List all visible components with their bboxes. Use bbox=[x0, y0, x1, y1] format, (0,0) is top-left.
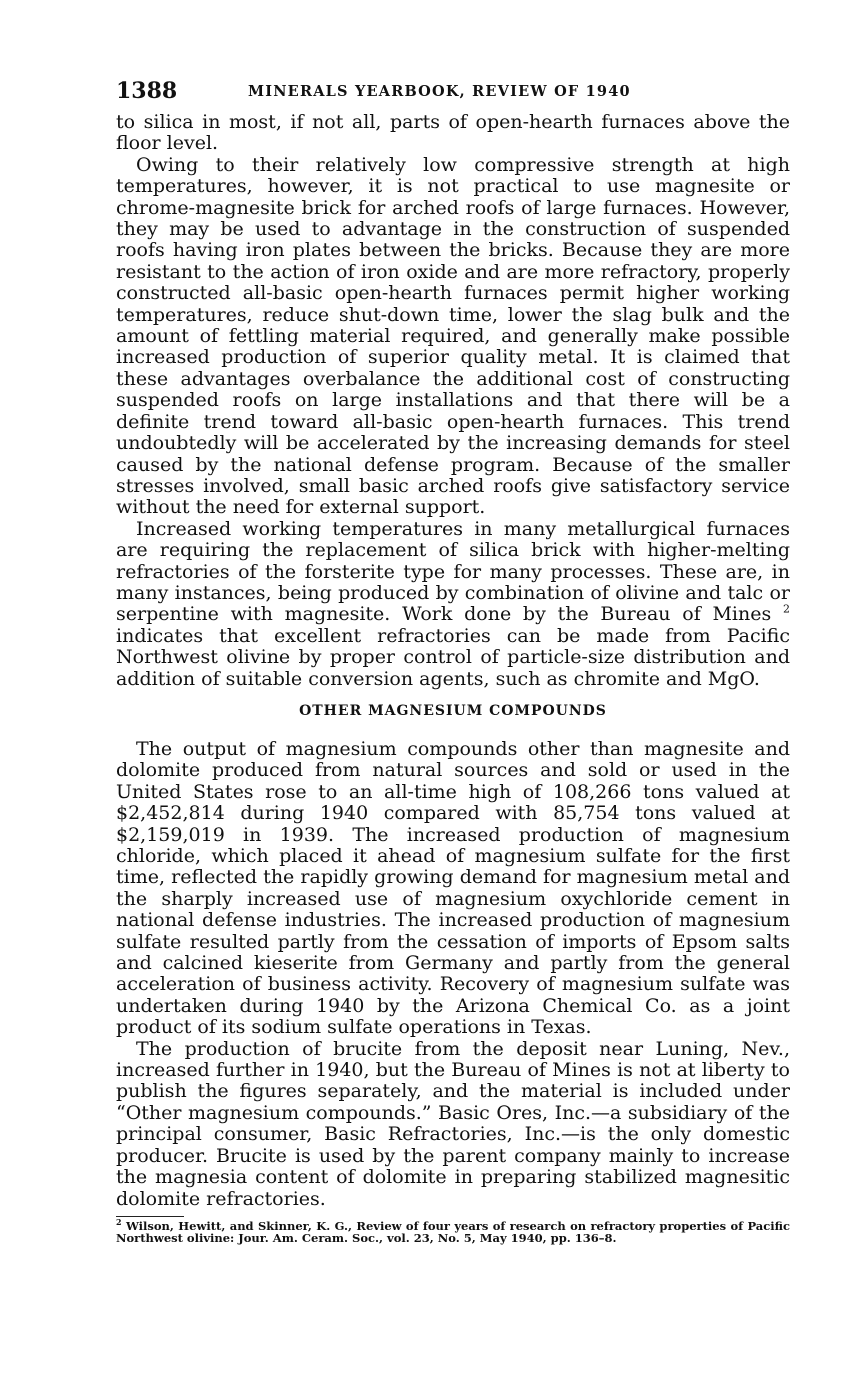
running-title: MINERALS YEARBOOK, REVIEW OF 1940 bbox=[248, 83, 631, 100]
footnote bbox=[116, 1217, 790, 1246]
paragraph-brucite: The production of brucite from the deposit near Luning, Nev., increased further in 1940, but the Bureau of Mines is not at liberty to publish the figures separately, and the material is included under “Other magnesium compounds.” Basic Ores, Inc.—a subsidiary of the principal consumer, Basic Refractories, Inc.—is the only domestic producer. Brucite is used by the parent company mainly to increase the magnesia content of dolomite in preparing stabilized magnesitic dolomite refractories. bbox=[116, 1037, 790, 1210]
paragraph-forsterite bbox=[116, 519, 790, 690]
document-page bbox=[116, 78, 790, 1245]
footnote-reference: 2 bbox=[783, 603, 790, 617]
footnote-divider bbox=[116, 1216, 184, 1217]
paragraph-output: The output of magnesium compounds other than magnesite and dolomite produced from natural sources and sold or used in the United States rose to an all-time high of 108,266 tons valued at $2,452,814 during 1940 compared with 85,754 tons valued at $2,159,019 in 1939. The increased production of magnesium chloride, which placed it ahead of magnesium sulfate for the first time, reflected the rapidly growing demand for magnesium metal and the sharply increased use of magnesium oxychloride cement in national defense industries. The increased production of magnesium sulfate resulted partly from the cessation of imports of Epsom salts and calcined kieserite from Germany and partly from the general acceleration of business activity. Recovery of magnesium sulfate was undertaken during 1940 by the Arizona Chemical Co. as a joint product of its sodium sulfate operations in Texas. bbox=[116, 737, 790, 1039]
footnote-text: Wilson, Hewitt, and Skinner, K. G., Review of four years of research on refractory properties of Pacific Northwest olivine: Jour. Am. Ceram. Soc., vol. 23, No. 5, May 1940, pp. 136–8. bbox=[116, 1218, 790, 1246]
footnote-marker: 2 bbox=[116, 1217, 122, 1228]
page-header bbox=[116, 78, 790, 112]
paragraph-forsterite-part2: indicates that excellent refractories can be made from Pacific Northwest olivine by proper control of particle-size distribution and addition of suitable conversion agents, such as chromite and MgO. bbox=[116, 624, 790, 690]
body-text bbox=[116, 112, 790, 1210]
section-heading: OTHER MAGNESIUM COMPOUNDS bbox=[299, 702, 607, 719]
paragraph-continuation: to silica in most, if not all, parts of open-hearth furnaces above the floor level. bbox=[116, 111, 790, 155]
paragraph-forsterite-part1: Increased working temperatures in many metallurgical furnaces are requiring the replacement of silica brick with higher-melting refractories of the forsterite type for many processes. These are, in many instances, being produced by combination of olivine and talc or serpentine with magnesite. Work done by the Bureau of Mines bbox=[116, 517, 790, 626]
page-number: 1388 bbox=[116, 78, 178, 104]
paragraph-suspended-roofs: Owing to their relatively low compressive strength at high temperatures, however, it is not practical to use magnesite or chrome-magnesite brick for arched roofs of large furnaces. However, they may be used to advantage in the construction of suspended roofs having iron plates between the bricks. Because they are more resistant to the action of iron oxide and are more refractory, properly constructed all-basic open-hearth furnaces permit higher working temperatures, reduce shut-down time, lower the slag bulk and the amount of fettling material required, and generally make possible increased production of superior quality metal. It is claimed that these advantages overbalance the additional cost of constructing suspended roofs on large installations and that there will be a definite trend toward all-basic open-hearth furnaces. This trend undoubtedly will be accelerated by the increasing demands for steel caused by the national defense program. Because of the smaller stresses involved, small basic arched roofs give satisfactory service without the need for external support. bbox=[116, 153, 790, 519]
